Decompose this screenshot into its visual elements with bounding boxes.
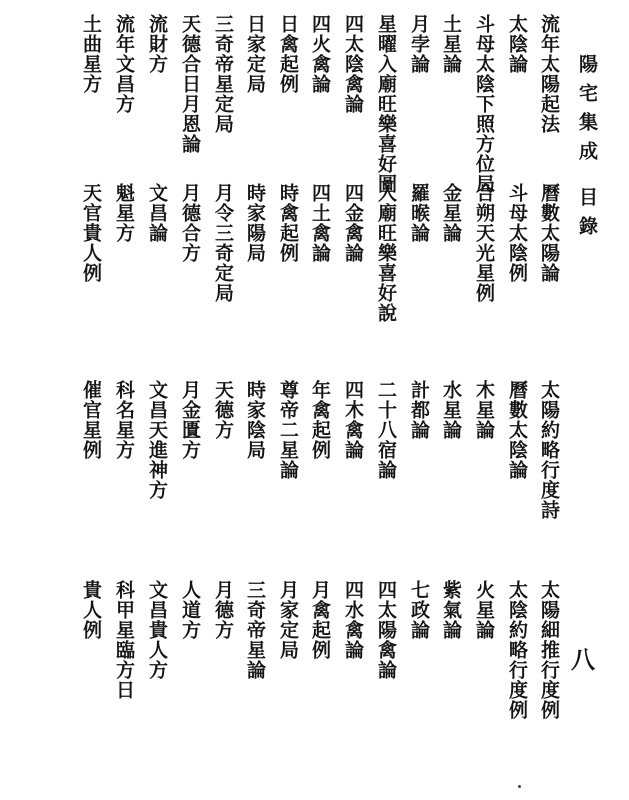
toc-entry: 四金禽論 [342,183,364,263]
toc-entry: 文昌天進神方 [146,380,168,500]
toc-entry: 時禽起例 [277,183,299,263]
toc-entry: 三奇帝星定局 [212,14,234,134]
toc-entry: 四火禽論 [309,14,331,94]
toc-entry: 月金匱方 [179,380,201,460]
toc-entry: 太陰論 [506,14,528,74]
toc-entry: 土曲星方 [80,14,102,94]
toc-entry: 月孛論 [408,14,430,74]
toc-entry: 二十八宿論 [375,380,397,480]
toc-entry: 水星論 [440,380,462,440]
toc-entry: 四太陰禽論 [342,14,364,114]
toc-entry: 科甲星臨方日 [113,580,135,700]
toc-entry: 合朔天光星例 [473,183,495,303]
toc-entry: 尊帝二星論 [277,380,299,480]
toc-entry: 金星論 [440,183,462,243]
toc-entry: 年禽起例 [309,380,331,460]
page-title: 陽宅集成 目錄 [576,54,598,245]
toc-entry: 入廟旺樂喜好說 [375,183,397,323]
toc-entry: 木星論 [473,380,495,440]
toc-entry: 四木禽論 [342,380,364,460]
toc-entry: 曆數太陽論 [538,183,560,283]
toc-entry: 曆數太陰論 [506,380,528,480]
toc-entry: 魁星方 [113,183,135,243]
toc-entry: 火星論 [473,580,495,640]
toc-entry: 紫氣論 [440,580,462,640]
print-speck [518,785,521,788]
toc-entry: 流年太陽起法 [538,14,560,134]
toc-entry: 人道方 [179,580,201,640]
toc-entry: 天官貴人例 [80,183,102,283]
toc-entry: 月禽起例 [309,580,331,660]
toc-entry: 太陰約略行度例 [506,580,528,720]
toc-entry: 四太陽禽論 [375,580,397,680]
toc-entry: 天德合日月恩論 [179,14,201,154]
toc-entry: 天德方 [212,380,234,440]
toc-entry: 羅㬋論 [408,183,430,243]
toc-entry: 文昌論 [146,183,168,243]
toc-entry: 日家定局 [244,14,266,94]
toc-entry: 斗母太陰下照方位局 [473,14,495,194]
toc-entry: 時家陽局 [244,183,266,263]
toc-entry: 時家陰局 [244,380,266,460]
toc-entry: 土星論 [440,14,462,74]
toc-entry: 月德方 [212,580,234,640]
toc-entry: 文昌貴人方 [146,580,168,680]
toc-entry: 月家定局 [277,580,299,660]
toc-entry: 貴人例 [80,580,102,640]
toc-entry: 七政論 [408,580,430,640]
toc-entry: 月德合方 [179,183,201,263]
toc-entry: 太陽約略行度詩 [538,380,560,520]
toc-entry: 催官星例 [80,380,102,460]
toc-entry: 日禽起例 [277,14,299,94]
page-number: 八 [571,645,595,674]
toc-entry: 月令三奇定局 [212,183,234,303]
toc-entry: 太陽細推行度例 [538,580,560,720]
toc-entry: 四水禽論 [342,580,364,660]
toc-entry: 流財方 [146,14,168,74]
toc-entry: 流年文昌方 [113,14,135,114]
toc-entry: 三奇帝星論 [244,580,266,680]
toc-entry: 四土禽論 [309,183,331,263]
toc-entry: 斗母太陰例 [506,183,528,283]
toc-entry: 星曜入廟旺樂喜好圖 [375,14,397,194]
toc-entry: 計都論 [408,380,430,440]
toc-entry: 科名星方 [113,380,135,460]
